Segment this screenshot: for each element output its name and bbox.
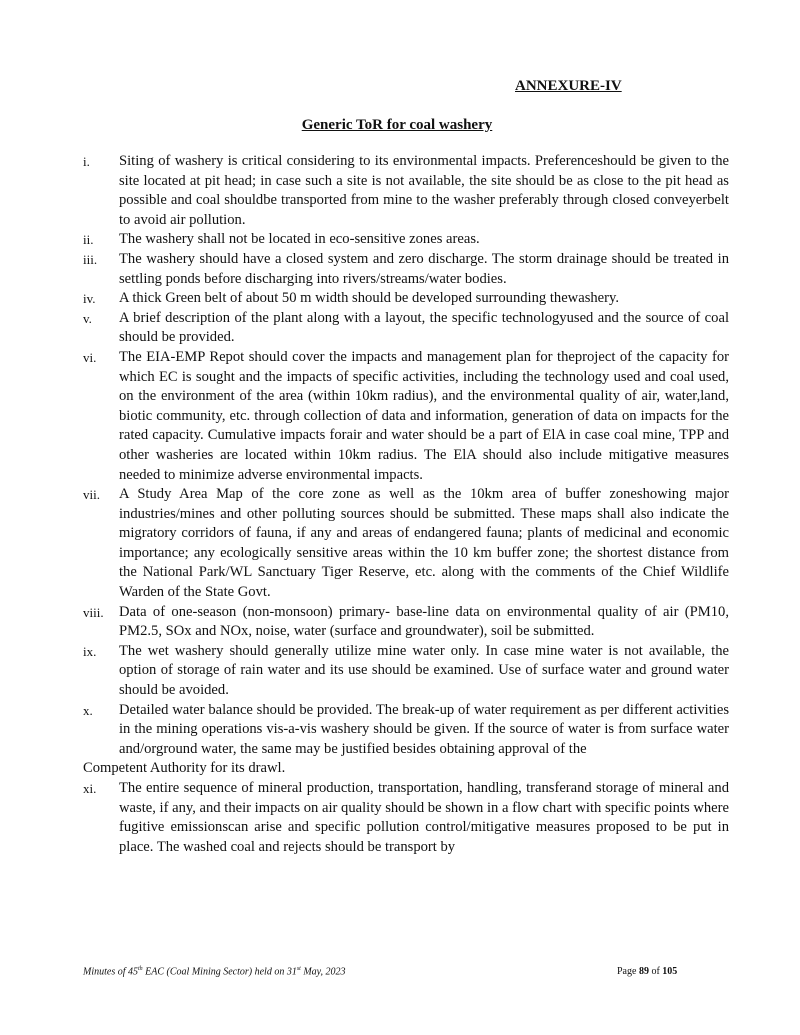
footer-sup: st xyxy=(296,966,301,972)
item-text: A Study Area Map of the core zone as well as the 10km area of buffer zoneshowing major industries/mines and other polluting sources should be submitted. These maps shall also indicate the migratory corridors of fauna, if any and areas of endangered fauna; plants of medicinal and economic importance; any ecologically sensitive areas within the 10 km buffer zone; the shortest distance from the National Park/WL Sanctuary Tiger Reserve, etc. along with the comments of the Chief Wildlife Warden of the State Govt. xyxy=(119,486,729,601)
footer-text: May, 2023 xyxy=(300,966,346,978)
list-item xyxy=(83,230,729,250)
list-item xyxy=(83,289,729,309)
list-item xyxy=(83,701,729,760)
item-number: i. xyxy=(83,154,90,169)
item-text: The wet washery should generally utilize mine water only. In case mine water is not available, the option of storage of rain water and its use should be examined. Use of surface water and ground water should be avoided. xyxy=(119,642,729,699)
item-number: ii. xyxy=(83,232,94,248)
footer-text: EAC (Coal Mining Sector) held on 31 xyxy=(142,966,297,978)
page-of: of xyxy=(648,966,663,977)
footer-text: Minutes of 45 xyxy=(83,966,138,978)
item-text: The washery shall not be located in eco-sensitive zones areas. xyxy=(119,231,480,248)
item-text: The washery should have a closed system and zero discharge. The storm drainage should be treated in settling ponds before discharging into rivers/streams/water bodies. xyxy=(119,250,729,287)
footer-minutes xyxy=(83,966,346,977)
page-number xyxy=(617,966,677,977)
list-item xyxy=(83,309,729,348)
footer-sup: th xyxy=(138,966,143,972)
item-number: iv. xyxy=(83,291,96,307)
list-item xyxy=(83,348,729,485)
list-item xyxy=(83,250,729,289)
item-number: xi. xyxy=(83,781,97,796)
document-title: Generic ToR for coal washery xyxy=(301,117,493,133)
list-item xyxy=(83,642,729,701)
item-text: The EIA-EMP Repot should cover the impacts and management plan for theproject of the capacity for which EC is sought and the impacts of specific activities, including the technology used and coal used, on the environment of the area (within 10km radius), and the environmental quality of air, water,land, biotic community, etc. through collection of data and information, generation of data on impacts for the rated capacity. Cumulative impacts forair and water should be a part of ElA in case coal mine, TPP and other washeries are located within 10km radius. The ElA should also include mitigative measures needed to minimize adverse environmental impacts. xyxy=(119,348,729,483)
item-number: vi. xyxy=(83,349,97,365)
list-item xyxy=(83,779,729,857)
item-number: iii. xyxy=(83,251,98,267)
annexure-heading: ANNEXURE-IV xyxy=(515,78,622,94)
item-text: The entire sequence of mineral production, transportation, handling, transferand storage of mineral and waste, if any, and their impacts on air quality should be shown in a flow chart with specific points where fugitive emissionscan arise and specific pollution control/mitigative measures proposed to be put in place. The washed coal and rejects should be transport by xyxy=(119,780,729,855)
item-number: ix. xyxy=(83,643,97,659)
item-number: x. xyxy=(83,702,93,718)
item-text: Siting of washery is critical considering to its environmental impacts. Preferenceshould be given to the site located at pit head; in case such a site is not available, the site should be as close to the pit head as possible and coal shouldbe transported from mine to the washer preferably through closed conveyerbelt to avoid air pollution. xyxy=(119,153,729,228)
item-number: v. xyxy=(83,310,92,326)
list-item xyxy=(83,152,729,230)
current-page: 89 xyxy=(638,966,649,977)
item-text: Detailed water balance should be provided. The break-up of water requirement as per different activities in the mining operations vis-a-vis washery should be given. If the source of water is from surface water and/orground water, the same may be justified besides obtaining approval of the xyxy=(119,701,729,757)
item-text: A brief description of the plant along with a layout, the specific technologyused and the source of coal should be provided. xyxy=(119,309,729,346)
item-text: Data of one-season (non-monsoon) primary- base-line data on environmental quality of air (PM10, PM2.5, SOx and NOx, noise, water (surface and groundwater), soil be submitted. xyxy=(119,603,729,640)
page-label: Page xyxy=(617,966,639,977)
item-number: vii. xyxy=(83,487,100,503)
continuation-text: Competent Authority for its drawl. xyxy=(83,760,286,777)
list-item xyxy=(83,485,729,603)
tor-list xyxy=(83,152,729,857)
item-text: A thick Green belt of about 50 m width should be developed surrounding thewashery. xyxy=(119,290,619,307)
list-item xyxy=(83,603,729,642)
item-number: viii. xyxy=(83,604,104,620)
total-pages: 105 xyxy=(662,966,678,977)
